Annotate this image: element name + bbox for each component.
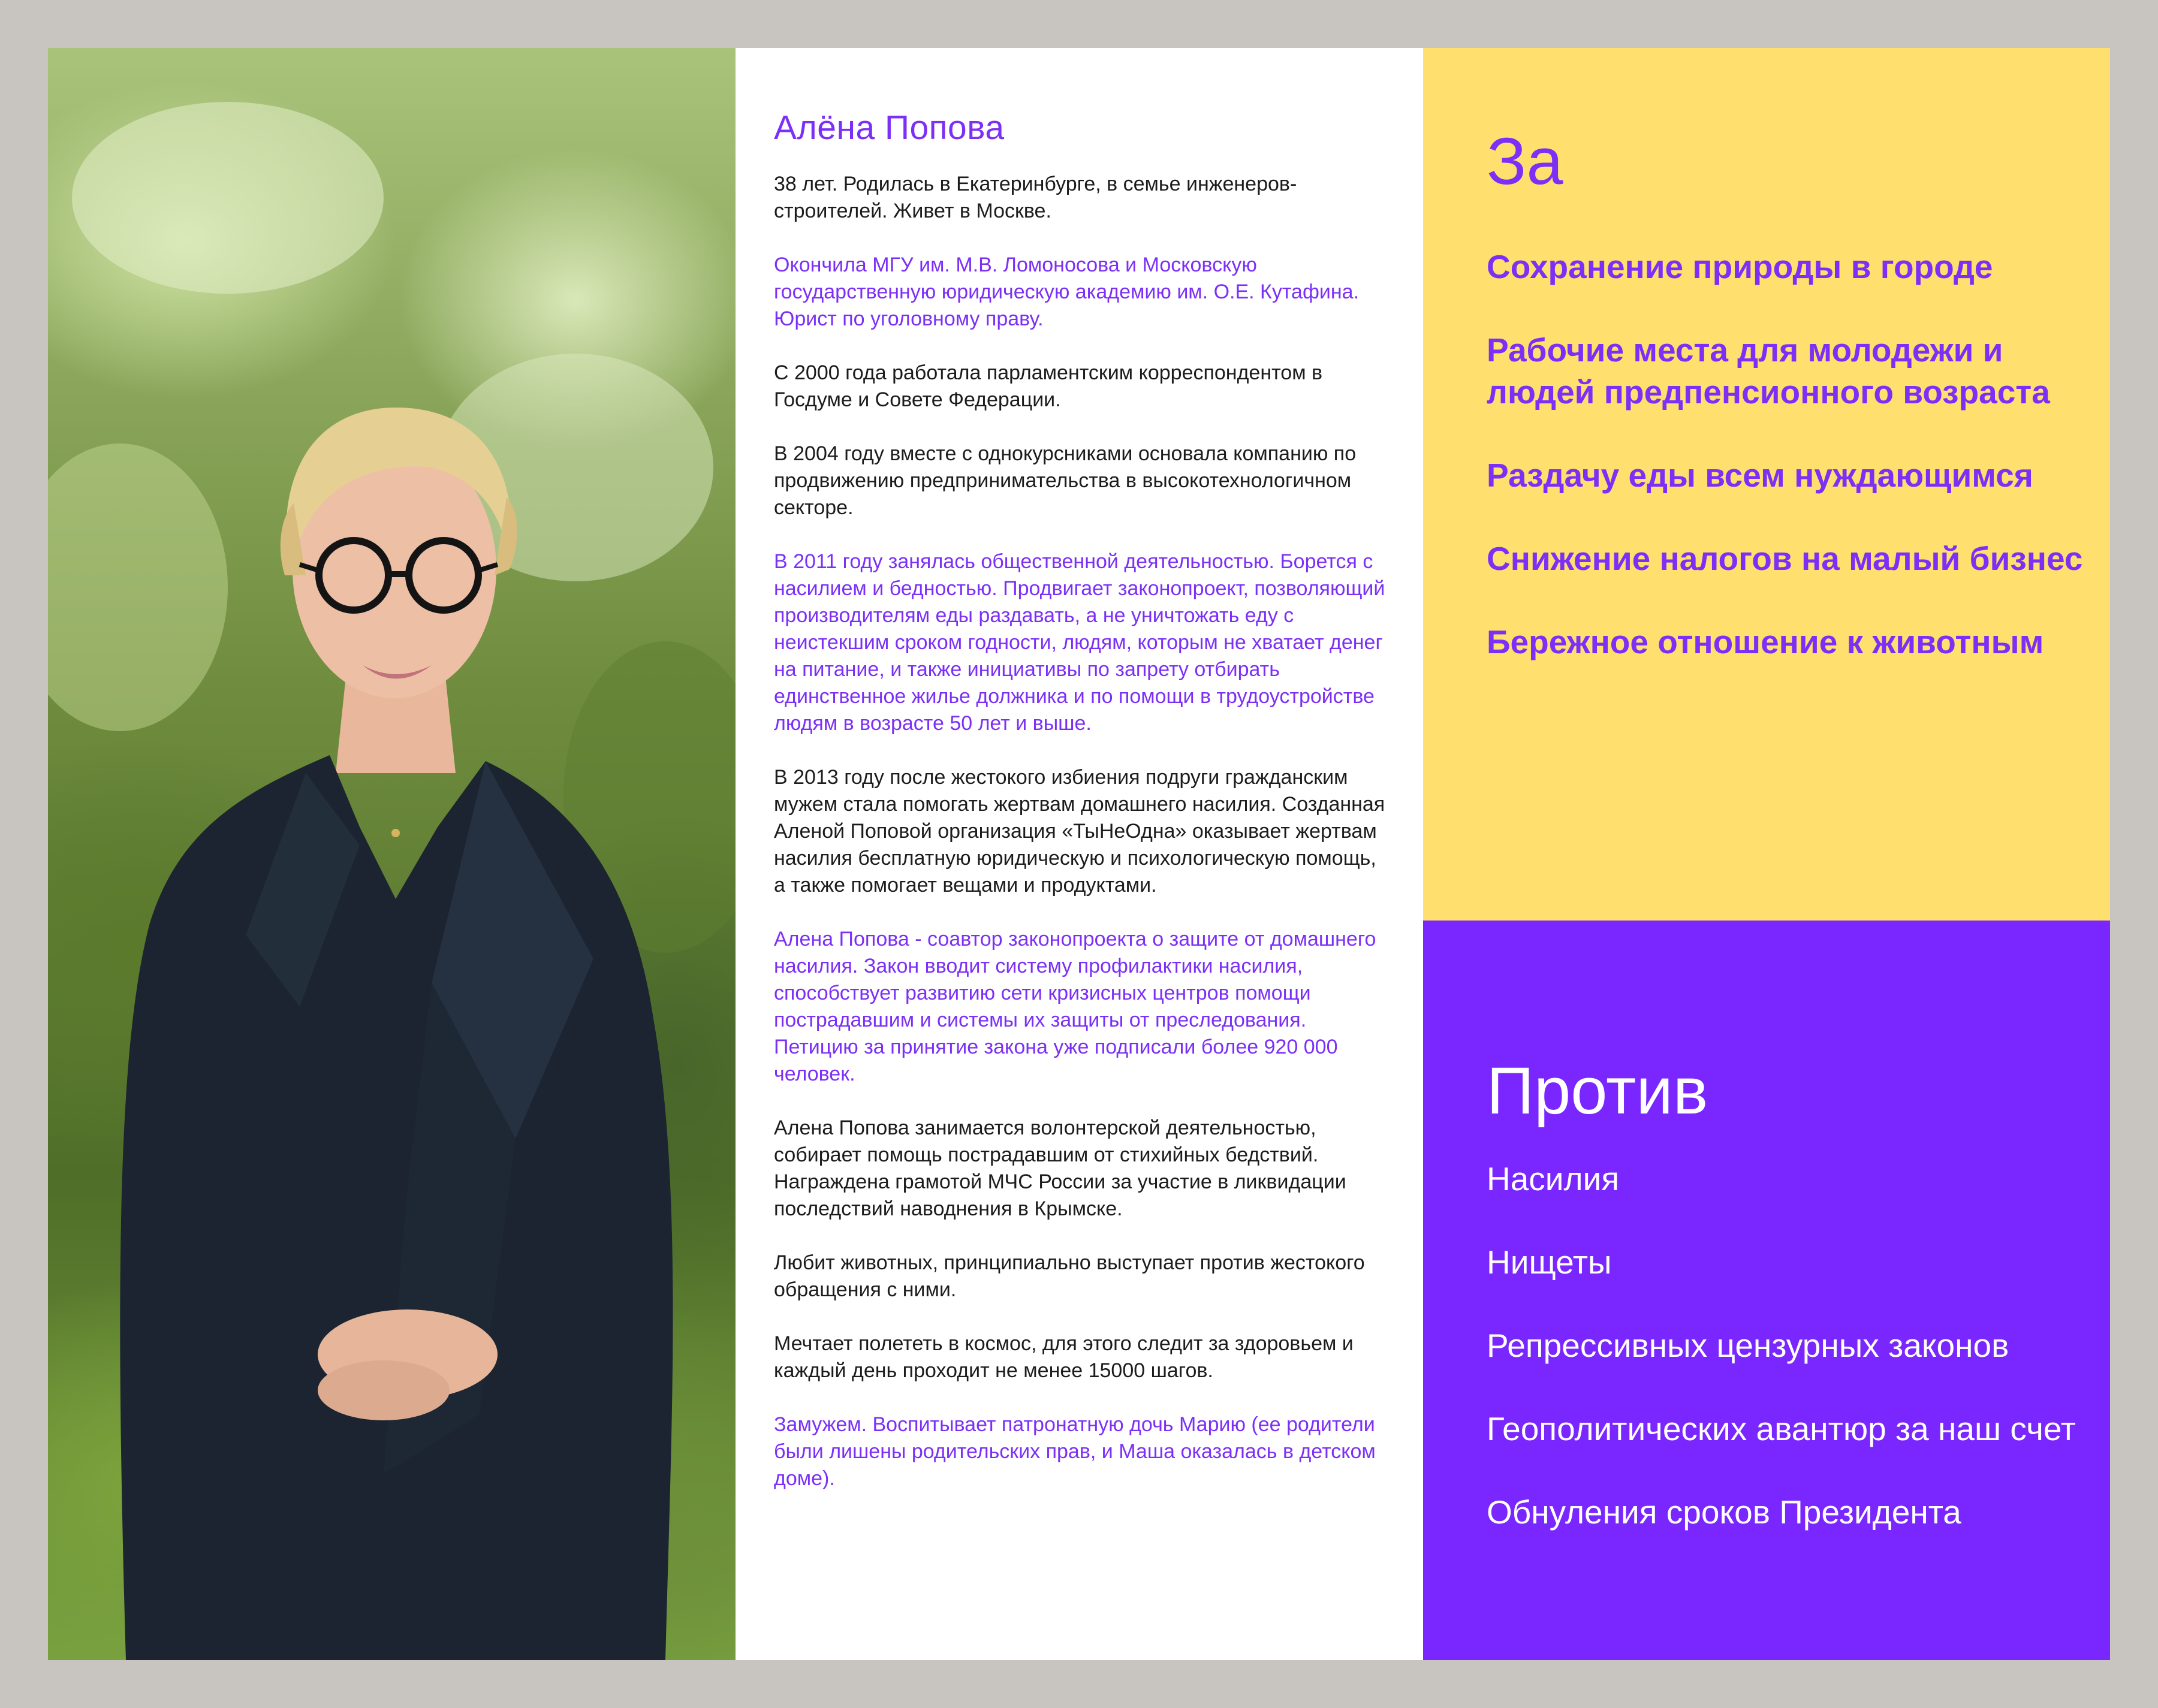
pro-item: Раздачу еды всем нуждающимся bbox=[1487, 457, 2033, 494]
portrait-photo bbox=[48, 48, 736, 1660]
pro-item: Снижение налогов на малый бизнес bbox=[1487, 540, 2083, 577]
bio-paragraph: Любит животных, принципиально выступает против жестокого обращения с ними. bbox=[774, 1251, 1365, 1301]
con-item: Нищеты bbox=[1487, 1244, 1612, 1281]
bio-paragraph: Замужем. Воспитывает патронатную дочь Марию (ее родители были лишены родительских прав, и Маша оказалась в детском доме). bbox=[774, 1413, 1376, 1490]
bio-paragraph: В 2013 году после жестокого избиения подруги гражданским мужем стала помогать жертвам домашнего насилия. Созданная Аленой Поповой организация «ТыНеОдна» оказывает жертвам насилия бесплатную юридическую и психологическую помощь, а также помогает вещами и продуктами. bbox=[774, 766, 1385, 897]
con-item: Репрессивных цензурных законов bbox=[1487, 1327, 2009, 1364]
bio-paragraph: С 2000 года работала парламентским корреспондентом в Госдуме и Совете Федерации. bbox=[774, 361, 1323, 411]
con-item: Геополитических авантюр за наш счет bbox=[1487, 1410, 2076, 1447]
candidate-name: Алёна Попова bbox=[774, 108, 1005, 147]
biography-text bbox=[774, 171, 1385, 1519]
bio-paragraph: В 2011 году занялась общественной деятельностью. Борется с насилием и бедностью. Продвигает законопроект, позволяющий производителям еды раздавать, а не уничтожать еду с неистекшим сроком годности, людям, которым не хватает денег на питание, и также инициативы по запрету отбирать единственное жилье должника и по помощи в трудоустройстве людям в возрасте 50 лет и выше. bbox=[774, 550, 1385, 735]
con-item: Насилия bbox=[1487, 1160, 1620, 1197]
bio-paragraph: Мечтает полететь в космос, для этого следит за здоровьем и каждый день проходит не менее 15000 шагов. bbox=[774, 1332, 1354, 1382]
con-title: Против bbox=[1487, 1054, 1708, 1128]
bio-paragraph: Алена Попова - соавтор законопроекта о защите от домашнего насилия. Закон вводит систему профилактики насилия, способствует развитию сети кризисных центров помощи пострадавшим и системы их защиты от преследования. Петицию за принятие закона уже подписали более 920 000 человек. bbox=[774, 928, 1376, 1085]
leaflet-sheet bbox=[48, 48, 2110, 1660]
pro-item: Сохранение природы в городе bbox=[1487, 248, 1993, 285]
pro-item: Рабочие места для молодежи и людей предпенсионного возраста bbox=[1487, 331, 2050, 411]
bio-paragraph: В 2004 году вместе с однокурсниками основала компанию по продвижению предпринимательства в высокотехнологичном секторе. bbox=[774, 442, 1357, 519]
con-list bbox=[1487, 1158, 2092, 1574]
bio-paragraph: 38 лет. Родилась в Екатеринбурге, в семье инженеров-строителей. Живет в Москве. bbox=[774, 173, 1297, 222]
pro-item: Бережное отношение к животным bbox=[1487, 623, 2044, 660]
portrait-illustration bbox=[48, 48, 736, 1660]
bio-paragraph: Окончила МГУ им. М.В. Ломоносова и Московскую государственную юридическую академию им. О.Е. Кутафина. Юрист по уголовному праву. bbox=[774, 254, 1360, 330]
pro-positions-panel bbox=[1423, 48, 2110, 921]
con-positions-panel bbox=[1423, 921, 2110, 1660]
con-item: Обнуления сроков Президента bbox=[1487, 1493, 1961, 1531]
biography-panel bbox=[736, 48, 1423, 1660]
pro-title: За bbox=[1487, 125, 1563, 198]
pro-list bbox=[1487, 246, 2086, 704]
bio-paragraph: Алена Попова занимается волонтерской деятельностью, собирает помощь пострадавшим от стихийных бедствий. Награждена грамотой МЧС России за участие в ликвидации последствий наводнения в Крымске. bbox=[774, 1116, 1346, 1220]
